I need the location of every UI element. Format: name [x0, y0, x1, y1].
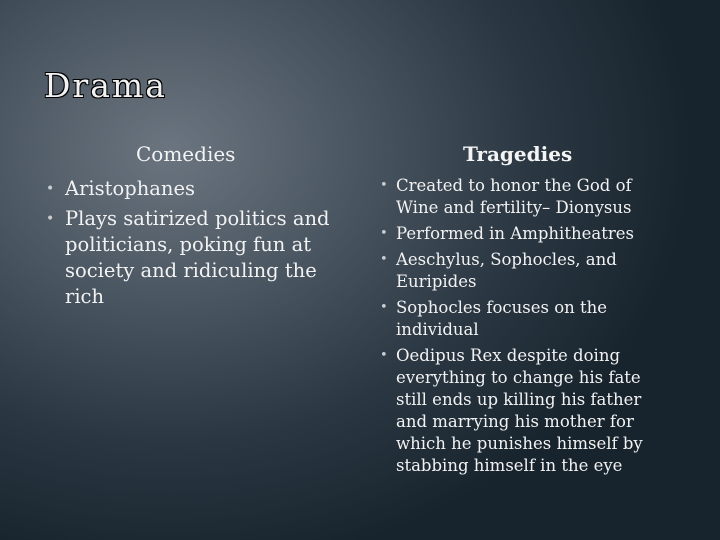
comedies-heading: Comedies [136, 142, 236, 166]
comedies-bullet: • Plays satirized politics and politicians, poking fun at society and ridiculing the rich [46, 206, 356, 310]
tragedies-bullet: • Performed in Amphitheatres [380, 223, 670, 245]
tragedies-bullet: • Aeschylus, Sophocles, and Euripides [380, 249, 670, 293]
tragedies-bullet-list [380, 175, 670, 481]
comedies-bullet-list [46, 176, 356, 314]
tragedies-bullet: • Oedipus Rex despite doing everything to change his fate still ends up killing his father and marrying his mother for which he punishes himself by stabbing himself in the eye [380, 345, 670, 477]
tragedies-bullet: • Sophocles focuses on the individual [380, 297, 670, 341]
slide-title: Drama [44, 66, 167, 105]
tragedies-bullet: • Created to honor the God of Wine and fertility– Dionysus [380, 175, 670, 219]
comedies-bullet: • Aristophanes [46, 176, 356, 202]
tragedies-heading: Tragedies [463, 142, 573, 166]
